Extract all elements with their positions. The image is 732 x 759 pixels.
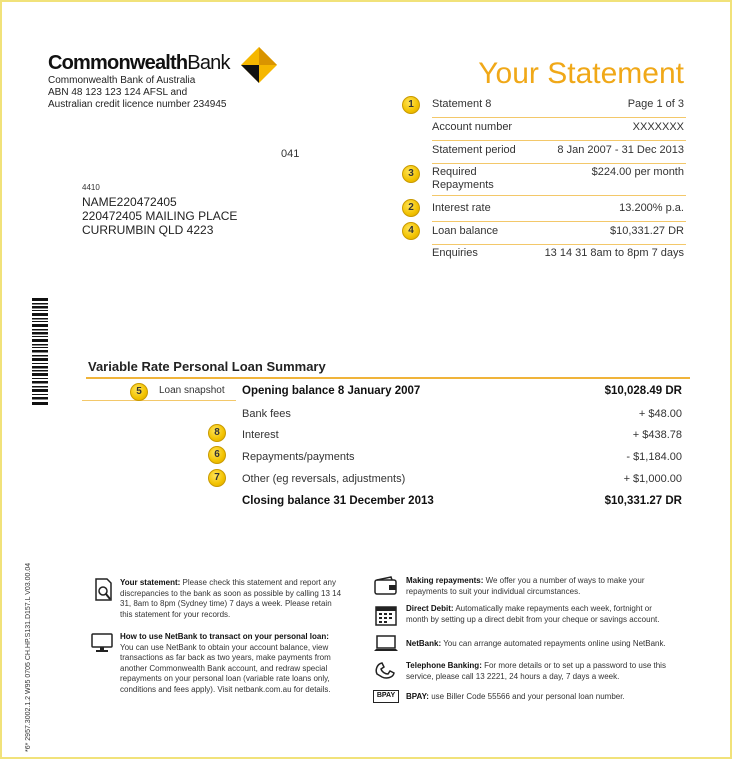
statement-row: Statement period 8 Jan 2007 - 31 Dec 2013 — [432, 144, 686, 164]
mail-code: 041 — [281, 148, 300, 160]
statement-page: CommonwealthBank Commonwealth Bank of Australia ABN 48 123 123 124 AFSL and Australian credit licence number 234945 041 4410 NAME220472405 220472405 MAILING PLACE CURRUMBIN QLD 4223 Your Statement 1 Statement 8 Page 1 of 3 Account number XXXXXXX Statement period 8 Jan 2007 - 31 Dec 2013 3 Required Repayments $224.00 per month 2 Interest rate 13.200% p.a. 4 Loan balance $10,331.27 DR Enquiries 13 14 31 8am to 8pm 7 days *6* 2957.3002.1.2 W95 0705 CH.HP.S131.D157.L V03.00.04 Variable Rate Personal Loan Summary 5 Loan snapshot Opening balance 8 January 2007 $10,028.49 DR Bank fees + $48.00 8 Interest + $438.78 6 Repayments/payments - $1,184.00 7 Other (eg reversals, adjustments) + $1,000.00 Closing balance 31 December 2013 $10,331.27 DR Your statement: Please check this statement and report any discrepancies to the bank as soon as possible by calling 13 14 31, 8am to 8pm (Sydney time) 7 days a week. Please retain this statement for your records. How to use NetBank to transact on your personal loan: You can use NetBank to obtain your account balance, view transactions as far back as two years, make payments from another Commonwealth Bank account, and redraw special repayments on your personal loan (variable rate loans only, conditions and fees apply). Visit netbank.com.au for details. Making repayments: We offer you a number of ways to make your repayments to suit your individual circumstances. Direct Debit: Automatically make repayments each week, fortnight or month by setting up a direct debit from your cheque or savings account. NetBank: You can arrange automated repayments online using NetBank. Telephone Banking: For more details or to set up a password to use this service, please call 13 2221, 24 hours a day, 7 days a week. BPAY BPAY: use Biller Code 55566 and your personal loan number. — [0, 0, 732, 759]
statement-row: Loan balance $10,331.27 DR — [432, 225, 686, 245]
telephone-icon — [374, 660, 398, 680]
loan-snapshot-label: Loan snapshot — [159, 385, 225, 396]
monitor-icon — [91, 632, 113, 654]
barcode-icon — [32, 298, 48, 406]
calendar-icon — [375, 604, 397, 626]
bpay-icon: BPAY — [373, 690, 399, 703]
laptop-icon — [374, 634, 398, 654]
recipient-code: 4410 — [82, 183, 100, 192]
info-netbank-repayments: NetBank: You can arrange automated repayments online using NetBank. — [406, 639, 666, 648]
info-netbank-transact: How to use NetBank to transact on your personal loan: You can use NetBank to obtain your account balance, view transactions as far back as two years, make payments from another Commonwealth Bank account, and redraw special repayments on your personal loan (variable rate loans only, conditions and fees apply). Visit netbank.com.au for details. — [120, 632, 331, 694]
info-direct-debit: Direct Debit: Automatically make repayments each week, fortnight or month by setting up a direct debit from your cheque or savings account. — [406, 604, 660, 624]
statement-row: Enquiries 13 14 31 8am to 8pm 7 days — [432, 247, 684, 259]
badge-4: 4 — [402, 222, 420, 240]
bank-logo-wordmark: CommonwealthBank — [48, 52, 230, 74]
loan-summary-title: Variable Rate Personal Loan Summary — [88, 359, 326, 374]
bank-details: Commonwealth Bank of Australia ABN 48 123 123 124 AFSL and Australian credit licence number 234945 — [48, 75, 227, 110]
magnifier-document-icon — [93, 578, 113, 602]
statement-title: Your Statement — [478, 57, 684, 90]
badge-2: 2 — [402, 199, 420, 217]
info-your-statement: Your statement: Please check this statement and report any discrepancies to the bank as soon as possible by calling 13 14 31, 8am to 8pm (Sydney time) 7 days a week. Please retain this statement for your records. — [120, 578, 342, 619]
badge-5: 5 — [130, 383, 148, 401]
badge-3: 3 — [402, 165, 420, 183]
statement-row: Account number XXXXXXX — [432, 121, 686, 141]
badge-6: 6 — [208, 446, 226, 464]
section-divider — [86, 377, 690, 379]
badge-8: 8 — [208, 424, 226, 442]
side-reference-code: *6* 2957.3002.1.2 W95 0705 CH.HP.S131.D157.L V03.00.04 — [25, 562, 32, 752]
statement-row: Statement 8 Page 1 of 3 — [432, 98, 686, 118]
info-bpay: BPAY: use Biller Code 55566 and your personal loan number. — [406, 692, 625, 701]
statement-row: Interest rate 13.200% p.a. — [432, 202, 686, 222]
badge-7: 7 — [208, 469, 226, 487]
snapshot-rule — [82, 400, 236, 401]
info-telephone-banking: Telephone Banking: For more details or to set up a password to use this service, please call 13 2221, 24 hours a day, 7 days a week. — [406, 661, 666, 681]
statement-row: Required Repayments $224.00 per month — [432, 166, 686, 196]
badge-1: 1 — [402, 96, 420, 114]
wallet-icon — [374, 576, 398, 596]
bank-logo-diamond-icon — [240, 46, 278, 84]
recipient-address: NAME220472405 220472405 MAILING PLACE CURRUMBIN QLD 4223 — [82, 195, 238, 237]
info-making-repayments: Making repayments: We offer you a number of ways to make your repayments to suit your individual circumstances. — [406, 576, 645, 596]
